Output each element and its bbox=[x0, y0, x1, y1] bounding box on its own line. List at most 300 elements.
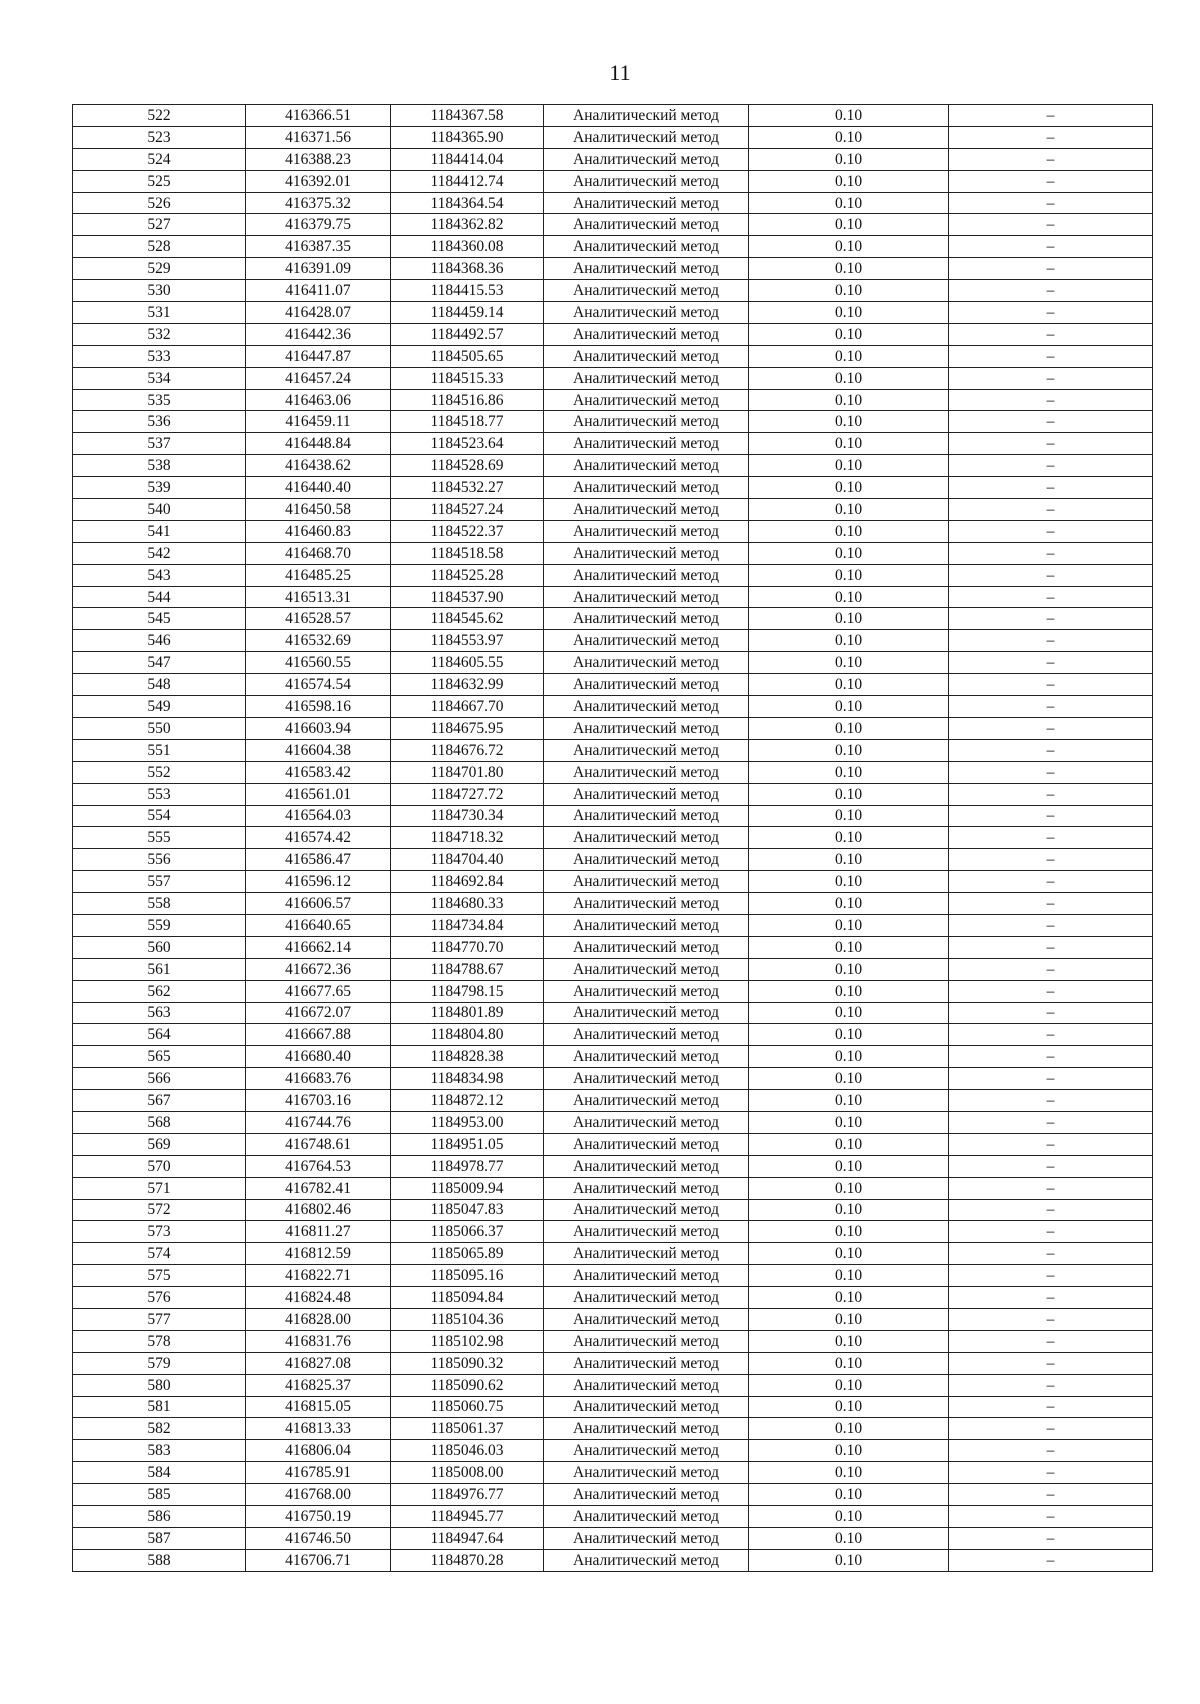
y-coordinate-cell: 1185061.37 bbox=[391, 1418, 544, 1440]
x-coordinate-cell: 416831.76 bbox=[246, 1330, 391, 1352]
x-coordinate-cell: 416812.59 bbox=[246, 1243, 391, 1265]
x-coordinate-cell: 416463.06 bbox=[246, 389, 391, 411]
description-cell: – bbox=[949, 1046, 1153, 1068]
method-cell: Аналитический метод bbox=[544, 914, 749, 936]
table-row bbox=[73, 170, 1153, 192]
method-cell: Аналитический метод bbox=[544, 1418, 749, 1440]
method-cell: Аналитический метод bbox=[544, 542, 749, 564]
x-coordinate-cell: 416468.70 bbox=[246, 542, 391, 564]
x-coordinate-cell: 416746.50 bbox=[246, 1527, 391, 1549]
x-coordinate-cell: 416811.27 bbox=[246, 1221, 391, 1243]
x-coordinate-cell: 416827.08 bbox=[246, 1352, 391, 1374]
point-number-cell: 581 bbox=[73, 1396, 246, 1418]
description-cell: – bbox=[949, 805, 1153, 827]
description-cell: – bbox=[949, 761, 1153, 783]
table-row bbox=[73, 280, 1153, 302]
y-coordinate-cell: 1184532.27 bbox=[391, 477, 544, 499]
accuracy-cell: 0.10 bbox=[749, 805, 949, 827]
y-coordinate-cell: 1184553.97 bbox=[391, 630, 544, 652]
description-cell: – bbox=[949, 827, 1153, 849]
point-number-cell: 567 bbox=[73, 1090, 246, 1112]
method-cell: Аналитический метод bbox=[544, 980, 749, 1002]
y-coordinate-cell: 1184459.14 bbox=[391, 302, 544, 324]
description-cell: – bbox=[949, 455, 1153, 477]
x-coordinate-cell: 416460.83 bbox=[246, 520, 391, 542]
x-coordinate-cell: 416391.09 bbox=[246, 258, 391, 280]
description-cell: – bbox=[949, 1484, 1153, 1506]
x-coordinate-cell: 416802.46 bbox=[246, 1199, 391, 1221]
y-coordinate-cell: 1184525.28 bbox=[391, 564, 544, 586]
description-cell: – bbox=[949, 1177, 1153, 1199]
method-cell: Аналитический метод bbox=[544, 608, 749, 630]
accuracy-cell: 0.10 bbox=[749, 1440, 949, 1462]
accuracy-cell: 0.10 bbox=[749, 302, 949, 324]
method-cell: Аналитический метод bbox=[544, 1440, 749, 1462]
x-coordinate-cell: 416822.71 bbox=[246, 1265, 391, 1287]
method-cell: Аналитический метод bbox=[544, 1506, 749, 1528]
table-row bbox=[73, 192, 1153, 214]
point-number-cell: 535 bbox=[73, 389, 246, 411]
accuracy-cell: 0.10 bbox=[749, 849, 949, 871]
point-number-cell: 526 bbox=[73, 192, 246, 214]
method-cell: Аналитический метод bbox=[544, 1024, 749, 1046]
description-cell: – bbox=[949, 1330, 1153, 1352]
point-number-cell: 529 bbox=[73, 258, 246, 280]
accuracy-cell: 0.10 bbox=[749, 1046, 949, 1068]
y-coordinate-cell: 1184516.86 bbox=[391, 389, 544, 411]
y-coordinate-cell: 1184415.53 bbox=[391, 280, 544, 302]
point-number-cell: 544 bbox=[73, 586, 246, 608]
accuracy-cell: 0.10 bbox=[749, 674, 949, 696]
x-coordinate-cell: 416392.01 bbox=[246, 170, 391, 192]
coordinates-table bbox=[72, 104, 1153, 1572]
y-coordinate-cell: 1185104.36 bbox=[391, 1308, 544, 1330]
accuracy-cell: 0.10 bbox=[749, 477, 949, 499]
x-coordinate-cell: 416442.36 bbox=[246, 323, 391, 345]
accuracy-cell: 0.10 bbox=[749, 1243, 949, 1265]
table-row bbox=[73, 1462, 1153, 1484]
x-coordinate-cell: 416411.07 bbox=[246, 280, 391, 302]
point-number-cell: 569 bbox=[73, 1133, 246, 1155]
accuracy-cell: 0.10 bbox=[749, 126, 949, 148]
table-row bbox=[73, 258, 1153, 280]
accuracy-cell: 0.10 bbox=[749, 411, 949, 433]
point-number-cell: 578 bbox=[73, 1330, 246, 1352]
accuracy-cell: 0.10 bbox=[749, 1374, 949, 1396]
y-coordinate-cell: 1184667.70 bbox=[391, 696, 544, 718]
method-cell: Аналитический метод bbox=[544, 1308, 749, 1330]
point-number-cell: 582 bbox=[73, 1418, 246, 1440]
accuracy-cell: 0.10 bbox=[749, 433, 949, 455]
description-cell: – bbox=[949, 520, 1153, 542]
accuracy-cell: 0.10 bbox=[749, 1484, 949, 1506]
point-number-cell: 553 bbox=[73, 783, 246, 805]
accuracy-cell: 0.10 bbox=[749, 148, 949, 170]
description-cell: – bbox=[949, 849, 1153, 871]
accuracy-cell: 0.10 bbox=[749, 1133, 949, 1155]
y-coordinate-cell: 1184362.82 bbox=[391, 214, 544, 236]
description-cell: – bbox=[949, 302, 1153, 324]
accuracy-cell: 0.10 bbox=[749, 1308, 949, 1330]
table-row bbox=[73, 1287, 1153, 1309]
method-cell: Аналитический метод bbox=[544, 499, 749, 521]
point-number-cell: 557 bbox=[73, 871, 246, 893]
y-coordinate-cell: 1184978.77 bbox=[391, 1155, 544, 1177]
table-row bbox=[73, 805, 1153, 827]
y-coordinate-cell: 1184505.65 bbox=[391, 345, 544, 367]
table-row bbox=[73, 893, 1153, 915]
method-cell: Аналитический метод bbox=[544, 148, 749, 170]
description-cell: – bbox=[949, 1243, 1153, 1265]
table-row bbox=[73, 1155, 1153, 1177]
description-cell: – bbox=[949, 739, 1153, 761]
point-number-cell: 543 bbox=[73, 564, 246, 586]
table-row bbox=[73, 827, 1153, 849]
y-coordinate-cell: 1184414.04 bbox=[391, 148, 544, 170]
x-coordinate-cell: 416703.16 bbox=[246, 1090, 391, 1112]
table-row bbox=[73, 1374, 1153, 1396]
description-cell: – bbox=[949, 1133, 1153, 1155]
x-coordinate-cell: 416640.65 bbox=[246, 914, 391, 936]
method-cell: Аналитический метод bbox=[544, 717, 749, 739]
method-cell: Аналитический метод bbox=[544, 1090, 749, 1112]
x-coordinate-cell: 416806.04 bbox=[246, 1440, 391, 1462]
y-coordinate-cell: 1184675.95 bbox=[391, 717, 544, 739]
method-cell: Аналитический метод bbox=[544, 1046, 749, 1068]
description-cell: – bbox=[949, 542, 1153, 564]
description-cell: – bbox=[949, 105, 1153, 127]
method-cell: Аналитический метод bbox=[544, 739, 749, 761]
y-coordinate-cell: 1184523.64 bbox=[391, 433, 544, 455]
point-number-cell: 585 bbox=[73, 1484, 246, 1506]
description-cell: – bbox=[949, 1287, 1153, 1309]
description-cell: – bbox=[949, 148, 1153, 170]
description-cell: – bbox=[949, 893, 1153, 915]
description-cell: – bbox=[949, 564, 1153, 586]
x-coordinate-cell: 416379.75 bbox=[246, 214, 391, 236]
x-coordinate-cell: 416606.57 bbox=[246, 893, 391, 915]
x-coordinate-cell: 416744.76 bbox=[246, 1111, 391, 1133]
description-cell: – bbox=[949, 1090, 1153, 1112]
accuracy-cell: 0.10 bbox=[749, 958, 949, 980]
method-cell: Аналитический метод bbox=[544, 761, 749, 783]
point-number-cell: 542 bbox=[73, 542, 246, 564]
point-number-cell: 539 bbox=[73, 477, 246, 499]
point-number-cell: 566 bbox=[73, 1068, 246, 1090]
accuracy-cell: 0.10 bbox=[749, 542, 949, 564]
description-cell: – bbox=[949, 1396, 1153, 1418]
accuracy-cell: 0.10 bbox=[749, 1527, 949, 1549]
method-cell: Аналитический метод bbox=[544, 1002, 749, 1024]
x-coordinate-cell: 416603.94 bbox=[246, 717, 391, 739]
y-coordinate-cell: 1185102.98 bbox=[391, 1330, 544, 1352]
table-row bbox=[73, 302, 1153, 324]
method-cell: Аналитический метод bbox=[544, 1549, 749, 1571]
description-cell: – bbox=[949, 1024, 1153, 1046]
method-cell: Аналитический метод bbox=[544, 323, 749, 345]
x-coordinate-cell: 416604.38 bbox=[246, 739, 391, 761]
point-number-cell: 536 bbox=[73, 411, 246, 433]
method-cell: Аналитический метод bbox=[544, 1068, 749, 1090]
description-cell: – bbox=[949, 1527, 1153, 1549]
method-cell: Аналитический метод bbox=[544, 674, 749, 696]
method-cell: Аналитический метод bbox=[544, 586, 749, 608]
description-cell: – bbox=[949, 499, 1153, 521]
point-number-cell: 554 bbox=[73, 805, 246, 827]
point-number-cell: 530 bbox=[73, 280, 246, 302]
y-coordinate-cell: 1184537.90 bbox=[391, 586, 544, 608]
y-coordinate-cell: 1184518.77 bbox=[391, 411, 544, 433]
accuracy-cell: 0.10 bbox=[749, 914, 949, 936]
y-coordinate-cell: 1184801.89 bbox=[391, 1002, 544, 1024]
method-cell: Аналитический метод bbox=[544, 192, 749, 214]
method-cell: Аналитический метод bbox=[544, 258, 749, 280]
description-cell: – bbox=[949, 258, 1153, 280]
table-row bbox=[73, 1396, 1153, 1418]
x-coordinate-cell: 416447.87 bbox=[246, 345, 391, 367]
y-coordinate-cell: 1185095.16 bbox=[391, 1265, 544, 1287]
description-cell: – bbox=[949, 477, 1153, 499]
y-coordinate-cell: 1184515.33 bbox=[391, 367, 544, 389]
point-number-cell: 528 bbox=[73, 236, 246, 258]
point-number-cell: 580 bbox=[73, 1374, 246, 1396]
table-row bbox=[73, 871, 1153, 893]
accuracy-cell: 0.10 bbox=[749, 630, 949, 652]
method-cell: Аналитический метод bbox=[544, 126, 749, 148]
point-number-cell: 533 bbox=[73, 345, 246, 367]
accuracy-cell: 0.10 bbox=[749, 1462, 949, 1484]
method-cell: Аналитический метод bbox=[544, 1243, 749, 1265]
y-coordinate-cell: 1184365.90 bbox=[391, 126, 544, 148]
y-coordinate-cell: 1184704.40 bbox=[391, 849, 544, 871]
point-number-cell: 548 bbox=[73, 674, 246, 696]
x-coordinate-cell: 416680.40 bbox=[246, 1046, 391, 1068]
y-coordinate-cell: 1184605.55 bbox=[391, 652, 544, 674]
accuracy-cell: 0.10 bbox=[749, 192, 949, 214]
description-cell: – bbox=[949, 1199, 1153, 1221]
method-cell: Аналитический метод bbox=[544, 1330, 749, 1352]
table-row bbox=[73, 1265, 1153, 1287]
y-coordinate-cell: 1184870.28 bbox=[391, 1549, 544, 1571]
method-cell: Аналитический метод bbox=[544, 1177, 749, 1199]
y-coordinate-cell: 1184545.62 bbox=[391, 608, 544, 630]
x-coordinate-cell: 416677.65 bbox=[246, 980, 391, 1002]
point-number-cell: 534 bbox=[73, 367, 246, 389]
accuracy-cell: 0.10 bbox=[749, 608, 949, 630]
x-coordinate-cell: 416375.32 bbox=[246, 192, 391, 214]
x-coordinate-cell: 416662.14 bbox=[246, 936, 391, 958]
point-number-cell: 559 bbox=[73, 914, 246, 936]
method-cell: Аналитический метод bbox=[544, 827, 749, 849]
y-coordinate-cell: 1184676.72 bbox=[391, 739, 544, 761]
table-row bbox=[73, 455, 1153, 477]
table-row bbox=[73, 323, 1153, 345]
y-coordinate-cell: 1185066.37 bbox=[391, 1221, 544, 1243]
x-coordinate-cell: 416457.24 bbox=[246, 367, 391, 389]
description-cell: – bbox=[949, 652, 1153, 674]
accuracy-cell: 0.10 bbox=[749, 936, 949, 958]
description-cell: – bbox=[949, 696, 1153, 718]
method-cell: Аналитический метод bbox=[544, 1287, 749, 1309]
description-cell: – bbox=[949, 345, 1153, 367]
x-coordinate-cell: 416824.48 bbox=[246, 1287, 391, 1309]
x-coordinate-cell: 416459.11 bbox=[246, 411, 391, 433]
y-coordinate-cell: 1184730.34 bbox=[391, 805, 544, 827]
y-coordinate-cell: 1185047.83 bbox=[391, 1199, 544, 1221]
x-coordinate-cell: 416438.62 bbox=[246, 455, 391, 477]
x-coordinate-cell: 416388.23 bbox=[246, 148, 391, 170]
description-cell: – bbox=[949, 1068, 1153, 1090]
x-coordinate-cell: 416532.69 bbox=[246, 630, 391, 652]
description-cell: – bbox=[949, 980, 1153, 1002]
table-row bbox=[73, 1068, 1153, 1090]
x-coordinate-cell: 416387.35 bbox=[246, 236, 391, 258]
table-row bbox=[73, 411, 1153, 433]
accuracy-cell: 0.10 bbox=[749, 652, 949, 674]
x-coordinate-cell: 416813.33 bbox=[246, 1418, 391, 1440]
description-cell: – bbox=[949, 1418, 1153, 1440]
accuracy-cell: 0.10 bbox=[749, 389, 949, 411]
point-number-cell: 579 bbox=[73, 1352, 246, 1374]
y-coordinate-cell: 1184945.77 bbox=[391, 1506, 544, 1528]
x-coordinate-cell: 416561.01 bbox=[246, 783, 391, 805]
method-cell: Аналитический метод bbox=[544, 455, 749, 477]
y-coordinate-cell: 1184701.80 bbox=[391, 761, 544, 783]
x-coordinate-cell: 416672.36 bbox=[246, 958, 391, 980]
x-coordinate-cell: 416583.42 bbox=[246, 761, 391, 783]
method-cell: Аналитический метод bbox=[544, 433, 749, 455]
x-coordinate-cell: 416768.00 bbox=[246, 1484, 391, 1506]
method-cell: Аналитический метод bbox=[544, 652, 749, 674]
y-coordinate-cell: 1185065.89 bbox=[391, 1243, 544, 1265]
x-coordinate-cell: 416428.07 bbox=[246, 302, 391, 324]
accuracy-cell: 0.10 bbox=[749, 586, 949, 608]
accuracy-cell: 0.10 bbox=[749, 1506, 949, 1528]
accuracy-cell: 0.10 bbox=[749, 1221, 949, 1243]
table-row bbox=[73, 717, 1153, 739]
description-cell: – bbox=[949, 717, 1153, 739]
table-row bbox=[73, 980, 1153, 1002]
point-number-cell: 572 bbox=[73, 1199, 246, 1221]
y-coordinate-cell: 1184692.84 bbox=[391, 871, 544, 893]
x-coordinate-cell: 416782.41 bbox=[246, 1177, 391, 1199]
point-number-cell: 540 bbox=[73, 499, 246, 521]
point-number-cell: 552 bbox=[73, 761, 246, 783]
accuracy-cell: 0.10 bbox=[749, 893, 949, 915]
table-row bbox=[73, 389, 1153, 411]
accuracy-cell: 0.10 bbox=[749, 1111, 949, 1133]
table-row bbox=[73, 1221, 1153, 1243]
description-cell: – bbox=[949, 1352, 1153, 1374]
table-row bbox=[73, 586, 1153, 608]
y-coordinate-cell: 1185046.03 bbox=[391, 1440, 544, 1462]
table-row bbox=[73, 477, 1153, 499]
point-number-cell: 583 bbox=[73, 1440, 246, 1462]
accuracy-cell: 0.10 bbox=[749, 1330, 949, 1352]
point-number-cell: 537 bbox=[73, 433, 246, 455]
point-number-cell: 574 bbox=[73, 1243, 246, 1265]
y-coordinate-cell: 1184788.67 bbox=[391, 958, 544, 980]
accuracy-cell: 0.10 bbox=[749, 1177, 949, 1199]
description-cell: – bbox=[949, 192, 1153, 214]
y-coordinate-cell: 1185060.75 bbox=[391, 1396, 544, 1418]
description-cell: – bbox=[949, 1111, 1153, 1133]
accuracy-cell: 0.10 bbox=[749, 280, 949, 302]
x-coordinate-cell: 416815.05 bbox=[246, 1396, 391, 1418]
description-cell: – bbox=[949, 323, 1153, 345]
point-number-cell: 577 bbox=[73, 1308, 246, 1330]
x-coordinate-cell: 416371.56 bbox=[246, 126, 391, 148]
description-cell: – bbox=[949, 236, 1153, 258]
method-cell: Аналитический метод bbox=[544, 958, 749, 980]
y-coordinate-cell: 1184680.33 bbox=[391, 893, 544, 915]
accuracy-cell: 0.10 bbox=[749, 520, 949, 542]
method-cell: Аналитический метод bbox=[544, 1111, 749, 1133]
point-number-cell: 541 bbox=[73, 520, 246, 542]
table-row bbox=[73, 1046, 1153, 1068]
description-cell: – bbox=[949, 871, 1153, 893]
x-coordinate-cell: 416683.76 bbox=[246, 1068, 391, 1090]
y-coordinate-cell: 1184368.36 bbox=[391, 258, 544, 280]
table-row bbox=[73, 849, 1153, 871]
x-coordinate-cell: 416750.19 bbox=[246, 1506, 391, 1528]
table-row bbox=[73, 1090, 1153, 1112]
accuracy-cell: 0.10 bbox=[749, 1068, 949, 1090]
x-coordinate-cell: 416828.00 bbox=[246, 1308, 391, 1330]
method-cell: Аналитический метод bbox=[544, 280, 749, 302]
table-row bbox=[73, 1024, 1153, 1046]
point-number-cell: 575 bbox=[73, 1265, 246, 1287]
table-row bbox=[73, 520, 1153, 542]
y-coordinate-cell: 1184528.69 bbox=[391, 455, 544, 477]
table-row bbox=[73, 564, 1153, 586]
method-cell: Аналитический метод bbox=[544, 1396, 749, 1418]
method-cell: Аналитический метод bbox=[544, 105, 749, 127]
table-row bbox=[73, 630, 1153, 652]
point-number-cell: 560 bbox=[73, 936, 246, 958]
x-coordinate-cell: 416513.31 bbox=[246, 586, 391, 608]
table-row bbox=[73, 1133, 1153, 1155]
table-row bbox=[73, 433, 1153, 455]
accuracy-cell: 0.10 bbox=[749, 1352, 949, 1374]
method-cell: Аналитический метод bbox=[544, 696, 749, 718]
point-number-cell: 538 bbox=[73, 455, 246, 477]
x-coordinate-cell: 416450.58 bbox=[246, 499, 391, 521]
table-row bbox=[73, 1330, 1153, 1352]
description-cell: – bbox=[949, 170, 1153, 192]
y-coordinate-cell: 1184953.00 bbox=[391, 1111, 544, 1133]
x-coordinate-cell: 416485.25 bbox=[246, 564, 391, 586]
table-row bbox=[73, 1418, 1153, 1440]
method-cell: Аналитический метод bbox=[544, 1155, 749, 1177]
accuracy-cell: 0.10 bbox=[749, 783, 949, 805]
method-cell: Аналитический метод bbox=[544, 783, 749, 805]
description-cell: – bbox=[949, 389, 1153, 411]
table-row bbox=[73, 1002, 1153, 1024]
accuracy-cell: 0.10 bbox=[749, 1002, 949, 1024]
description-cell: – bbox=[949, 936, 1153, 958]
y-coordinate-cell: 1184727.72 bbox=[391, 783, 544, 805]
x-coordinate-cell: 416598.16 bbox=[246, 696, 391, 718]
point-number-cell: 563 bbox=[73, 1002, 246, 1024]
y-coordinate-cell: 1184718.32 bbox=[391, 827, 544, 849]
accuracy-cell: 0.10 bbox=[749, 1090, 949, 1112]
y-coordinate-cell: 1184522.37 bbox=[391, 520, 544, 542]
method-cell: Аналитический метод bbox=[544, 1484, 749, 1506]
y-coordinate-cell: 1184518.58 bbox=[391, 542, 544, 564]
table-row bbox=[73, 739, 1153, 761]
y-coordinate-cell: 1184412.74 bbox=[391, 170, 544, 192]
